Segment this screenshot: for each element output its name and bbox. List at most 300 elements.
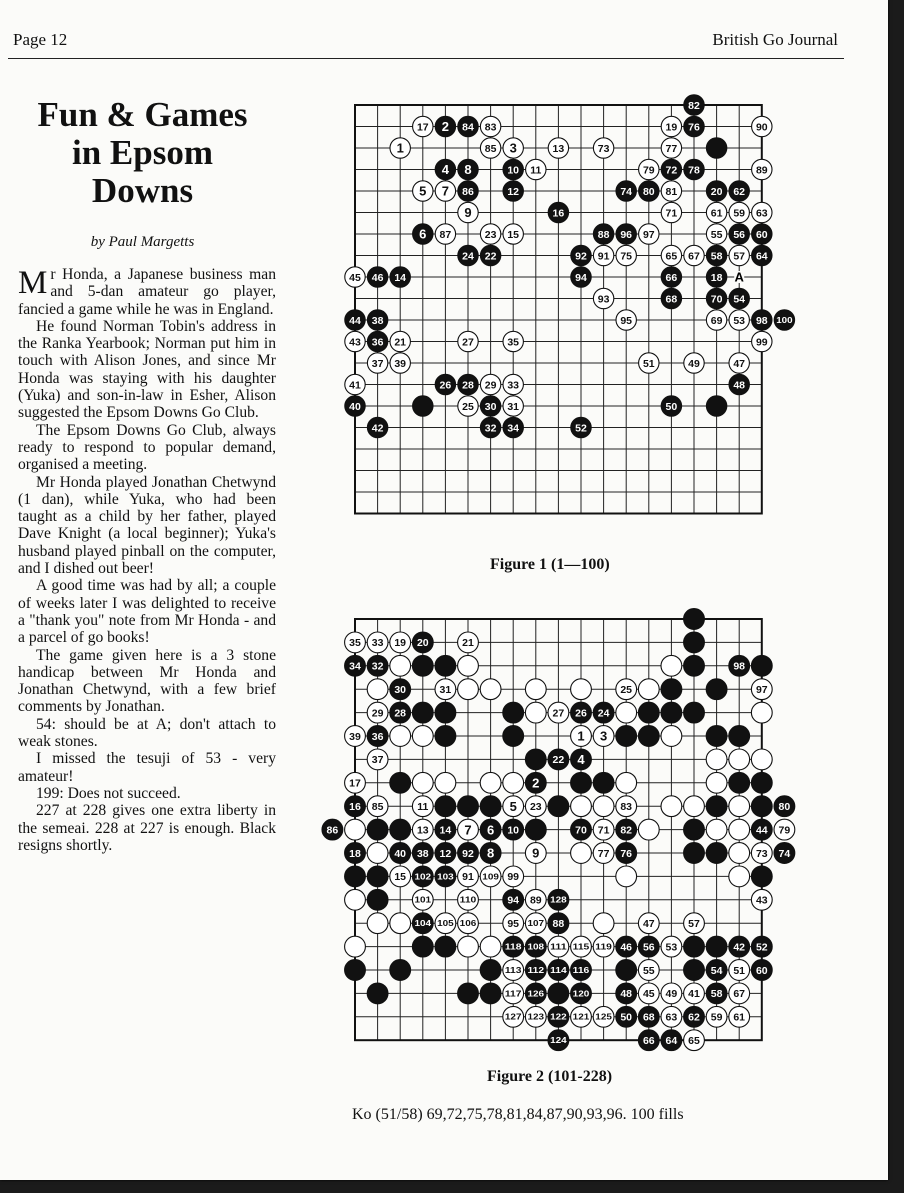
article-title bbox=[10, 96, 275, 210]
white-stone bbox=[593, 843, 614, 864]
white-stone bbox=[458, 632, 479, 653]
stone-number: 19 bbox=[394, 637, 407, 650]
stone-number: 31 bbox=[439, 683, 452, 696]
white-stone bbox=[480, 936, 501, 957]
white-stone bbox=[345, 819, 366, 840]
white-stone bbox=[367, 843, 388, 864]
black-stone bbox=[503, 702, 524, 723]
stone-number: 6 bbox=[419, 226, 427, 242]
stone-number: 118 bbox=[504, 942, 523, 952]
black-stone bbox=[752, 245, 772, 265]
black-stone bbox=[435, 116, 455, 136]
white-stone bbox=[435, 913, 456, 934]
stone-number: 31 bbox=[507, 400, 520, 413]
black-stone bbox=[729, 726, 750, 747]
black-stone bbox=[706, 267, 726, 287]
black-stone bbox=[480, 245, 500, 265]
stone-number: 65 bbox=[688, 1034, 700, 1047]
paragraph-1: Mr Honda, a Japanese business man and 5-dan amateur go player, fancied a game while he was in England. bbox=[18, 265, 276, 318]
stone-number: 79 bbox=[778, 824, 791, 837]
stone-number: 36 bbox=[371, 336, 384, 349]
stone-number: 21 bbox=[394, 336, 407, 349]
stone-number: 93 bbox=[597, 293, 610, 306]
white-stone bbox=[661, 138, 681, 158]
stone-number: 127 bbox=[504, 1012, 523, 1022]
black-stone bbox=[480, 843, 501, 864]
white-stone bbox=[661, 181, 681, 201]
stone-number: 117 bbox=[504, 989, 523, 999]
stone-number: 26 bbox=[439, 379, 452, 392]
stone-number: 97 bbox=[755, 683, 768, 696]
white-stone bbox=[751, 843, 772, 864]
stone-number: 67 bbox=[733, 988, 746, 1001]
stone-number: 56 bbox=[642, 941, 655, 954]
black-stone bbox=[345, 396, 365, 416]
article-body bbox=[18, 266, 276, 854]
white-stone bbox=[751, 749, 772, 770]
black-stone bbox=[548, 796, 569, 817]
black-stone bbox=[413, 224, 433, 244]
black-stone bbox=[412, 655, 433, 676]
black-stone bbox=[684, 95, 704, 115]
white-stone bbox=[390, 138, 410, 158]
white-stone bbox=[367, 632, 388, 653]
white-stone bbox=[661, 936, 682, 957]
stone-number: 60 bbox=[755, 228, 768, 241]
white-stone bbox=[548, 936, 569, 957]
stone-number: 33 bbox=[507, 379, 520, 392]
black-stone bbox=[751, 655, 772, 676]
white-stone bbox=[593, 1006, 614, 1027]
black-stone bbox=[729, 181, 749, 201]
white-stone bbox=[593, 726, 614, 747]
stone-number: 55 bbox=[642, 964, 655, 977]
stone-number: 53 bbox=[665, 941, 678, 954]
black-stone bbox=[684, 655, 705, 676]
black-stone bbox=[616, 726, 637, 747]
stone-number: 52 bbox=[755, 941, 768, 954]
white-stone bbox=[661, 983, 682, 1004]
white-stone bbox=[458, 202, 478, 222]
stone-number: 100 bbox=[776, 315, 794, 325]
stone-number: 76 bbox=[620, 847, 633, 860]
white-stone bbox=[774, 819, 795, 840]
white-stone bbox=[526, 159, 546, 179]
black-stone bbox=[751, 772, 772, 793]
stone-number: 101 bbox=[414, 895, 432, 905]
black-stone bbox=[729, 224, 749, 244]
white-stone bbox=[480, 116, 500, 136]
stone-number: 36 bbox=[371, 730, 384, 743]
black-stone bbox=[774, 843, 795, 864]
stone-number: 125 bbox=[595, 1012, 613, 1022]
white-stone bbox=[345, 726, 366, 747]
stone-number: 113 bbox=[504, 965, 523, 975]
black-stone bbox=[367, 417, 387, 437]
stone-number: 71 bbox=[665, 207, 678, 220]
black-stone bbox=[548, 960, 569, 981]
stone-number: 109 bbox=[482, 872, 500, 882]
stone-number: 110 bbox=[459, 895, 478, 905]
stone-number: 33 bbox=[371, 637, 384, 650]
black-stone bbox=[616, 181, 636, 201]
black-stone bbox=[390, 819, 411, 840]
stone-number: 5 bbox=[419, 183, 427, 199]
ko-note: Ko (51/58) 69,72,75,78,81,84,87,90,93,96. 100 fills bbox=[352, 1106, 684, 1123]
black-stone bbox=[548, 1006, 569, 1027]
board-mark-label: A bbox=[734, 269, 744, 285]
paragraph-4: Mr Honda played Jonathan Chetwynd (1 dan), while Yuka, who had been taught as a child by her father, played Dave Knight (a local beginner); Yuka's husband played pinball on the computer, and I dished out beer! bbox=[18, 473, 276, 578]
white-stone bbox=[593, 819, 614, 840]
stone-number: 119 bbox=[595, 942, 613, 952]
stone-number: 123 bbox=[527, 1012, 545, 1022]
black-stone bbox=[525, 819, 546, 840]
stone-number: 103 bbox=[437, 872, 455, 882]
black-stone bbox=[345, 655, 366, 676]
white-stone bbox=[367, 749, 388, 770]
stone-number: 3 bbox=[509, 140, 517, 156]
white-stone bbox=[638, 819, 659, 840]
stone-number: 49 bbox=[688, 357, 700, 370]
stone-number: 68 bbox=[665, 293, 678, 306]
stone-number: 78 bbox=[688, 164, 700, 177]
black-stone bbox=[367, 655, 388, 676]
white-stone bbox=[571, 796, 592, 817]
black-stone bbox=[367, 726, 388, 747]
stone-number: 7 bbox=[464, 822, 472, 838]
stone-number: 116 bbox=[572, 965, 591, 975]
stone-number: 61 bbox=[733, 1011, 746, 1024]
white-stone bbox=[525, 913, 546, 934]
stone-number: 9 bbox=[464, 205, 472, 221]
stone-number: 14 bbox=[394, 271, 407, 284]
stone-number: 65 bbox=[665, 250, 678, 263]
white-stone bbox=[458, 889, 479, 910]
white-stone bbox=[458, 679, 479, 700]
stone-number: 85 bbox=[484, 142, 497, 155]
black-stone bbox=[367, 819, 388, 840]
black-stone bbox=[571, 749, 592, 770]
black-stone bbox=[571, 702, 592, 723]
stone-number: 91 bbox=[597, 250, 610, 263]
stone-number: 44 bbox=[349, 314, 361, 327]
white-stone bbox=[706, 749, 727, 770]
white-stone bbox=[684, 353, 704, 373]
black-stone bbox=[503, 159, 523, 179]
stone-number: 59 bbox=[710, 1011, 723, 1024]
black-stone bbox=[752, 224, 772, 244]
black-stone bbox=[706, 936, 727, 957]
stone-number: 8 bbox=[486, 845, 495, 861]
stone-number: 15 bbox=[507, 228, 520, 241]
stone-number: 120 bbox=[572, 989, 590, 999]
white-stone bbox=[412, 796, 433, 817]
black-stone bbox=[548, 1030, 569, 1051]
white-stone bbox=[593, 936, 614, 957]
stone-number: 40 bbox=[394, 847, 407, 860]
stone-number: 6 bbox=[486, 822, 495, 838]
stone-number: 80 bbox=[778, 800, 791, 813]
stone-number: 72 bbox=[665, 164, 678, 177]
stone-number: 62 bbox=[688, 1011, 700, 1024]
white-stone bbox=[684, 1030, 705, 1051]
white-stone bbox=[661, 796, 682, 817]
journal-name: British Go Journal bbox=[712, 30, 838, 49]
stone-number: 63 bbox=[665, 1011, 678, 1024]
white-stone bbox=[367, 913, 388, 934]
black-stone bbox=[525, 936, 546, 957]
stone-number: 25 bbox=[462, 400, 474, 413]
stone-number: 58 bbox=[710, 988, 723, 1001]
stone-number: 95 bbox=[507, 917, 520, 930]
stone-number: 21 bbox=[462, 637, 474, 650]
white-stone bbox=[729, 749, 750, 770]
stone-number: 16 bbox=[349, 800, 361, 813]
white-stone bbox=[503, 1006, 524, 1027]
stone-number: 112 bbox=[527, 965, 545, 975]
white-stone bbox=[480, 866, 501, 887]
black-stone bbox=[412, 702, 433, 723]
white-stone bbox=[503, 138, 523, 158]
stone-number: 46 bbox=[620, 941, 633, 954]
black-stone bbox=[638, 936, 659, 957]
black-stone bbox=[571, 267, 591, 287]
black-stone bbox=[661, 267, 681, 287]
white-stone bbox=[729, 245, 749, 265]
stone-number: 39 bbox=[394, 357, 407, 370]
title-line-3: Downs bbox=[91, 171, 194, 210]
black-stone bbox=[412, 866, 433, 887]
stone-number: 13 bbox=[416, 824, 429, 837]
stone-number: 1 bbox=[577, 728, 585, 744]
stone-number: 29 bbox=[371, 707, 384, 720]
white-stone bbox=[593, 138, 613, 158]
black-stone bbox=[503, 889, 524, 910]
black-stone bbox=[684, 960, 705, 981]
black-stone bbox=[503, 417, 523, 437]
black-stone bbox=[435, 702, 456, 723]
white-stone bbox=[661, 202, 681, 222]
stone-number: 44 bbox=[755, 824, 768, 837]
black-stone bbox=[548, 913, 569, 934]
stone-number: 92 bbox=[575, 250, 587, 263]
stone-number: 4 bbox=[577, 752, 585, 768]
black-stone bbox=[729, 655, 750, 676]
stone-number: 94 bbox=[575, 271, 587, 284]
white-stone bbox=[480, 138, 500, 158]
white-stone bbox=[638, 679, 659, 700]
white-stone bbox=[503, 331, 523, 351]
black-stone bbox=[548, 983, 569, 1004]
white-stone bbox=[593, 913, 614, 934]
stone-number: 42 bbox=[733, 941, 746, 954]
stone-number: 43 bbox=[349, 336, 361, 349]
stone-number: 27 bbox=[552, 707, 565, 720]
black-stone bbox=[458, 796, 479, 817]
stone-number: 39 bbox=[349, 730, 361, 743]
figure-2-go-board bbox=[326, 620, 795, 1060]
stone-number: 102 bbox=[414, 872, 432, 882]
black-stone bbox=[548, 202, 568, 222]
white-stone bbox=[639, 224, 659, 244]
stone-number: 82 bbox=[620, 824, 633, 837]
white-stone bbox=[345, 331, 365, 351]
stone-number: 45 bbox=[349, 271, 361, 284]
white-stone bbox=[525, 796, 546, 817]
white-stone bbox=[639, 159, 659, 179]
stone-number: 11 bbox=[530, 164, 542, 177]
white-stone bbox=[412, 726, 433, 747]
paragraph-6: The game given here is a 3 stone handicap between Mr Honda and Jonathan Chetwynd, with a few brief comments by Jonathan. bbox=[18, 646, 276, 716]
black-stone bbox=[525, 772, 546, 793]
black-stone bbox=[413, 396, 433, 416]
white-stone bbox=[503, 866, 524, 887]
black-stone bbox=[729, 772, 750, 793]
white-stone bbox=[548, 138, 568, 158]
white-stone bbox=[458, 936, 479, 957]
black-stone bbox=[548, 889, 569, 910]
black-stone bbox=[616, 960, 637, 981]
stone-number: 58 bbox=[710, 250, 723, 263]
stone-number: 53 bbox=[733, 314, 746, 327]
white-stone bbox=[616, 702, 637, 723]
stone-number: 48 bbox=[733, 379, 746, 392]
black-stone bbox=[345, 843, 366, 864]
black-stone bbox=[571, 245, 591, 265]
black-stone bbox=[503, 181, 523, 201]
white-stone bbox=[503, 396, 523, 416]
white-stone bbox=[458, 913, 479, 934]
stone-number: 90 bbox=[755, 121, 768, 134]
stone-number: 29 bbox=[484, 379, 497, 392]
stone-number: 26 bbox=[575, 707, 587, 720]
black-stone bbox=[684, 609, 705, 630]
stone-number: 85 bbox=[371, 800, 384, 813]
white-stone bbox=[729, 843, 750, 864]
black-stone bbox=[706, 396, 726, 416]
black-stone bbox=[503, 936, 524, 957]
white-stone bbox=[390, 726, 411, 747]
white-stone bbox=[525, 889, 546, 910]
stone-number: 5 bbox=[509, 798, 517, 814]
black-stone bbox=[345, 310, 365, 330]
stone-number: 73 bbox=[755, 847, 768, 860]
white-stone bbox=[413, 181, 433, 201]
white-stone bbox=[345, 632, 366, 653]
stone-number: 22 bbox=[552, 754, 565, 767]
white-stone bbox=[390, 632, 411, 653]
stone-number: 115 bbox=[572, 942, 591, 952]
stone-number: 28 bbox=[462, 379, 474, 392]
stone-number: 17 bbox=[349, 777, 361, 790]
stone-number: 126 bbox=[527, 989, 545, 999]
black-stone bbox=[571, 983, 592, 1004]
white-stone bbox=[413, 116, 433, 136]
stone-number: 2 bbox=[532, 775, 540, 791]
stone-number: 82 bbox=[688, 99, 700, 112]
figure-1-caption: Figure 1 (1—100) bbox=[490, 556, 610, 573]
paragraph-3: The Epsom Downs Go Club, always ready to respond to popular demand, organised a meeting. bbox=[18, 421, 276, 474]
white-stone bbox=[616, 866, 637, 887]
black-stone bbox=[751, 796, 772, 817]
stone-number: 122 bbox=[550, 1012, 568, 1022]
stone-number: 18 bbox=[710, 271, 723, 284]
stone-number: 73 bbox=[597, 142, 610, 155]
black-stone bbox=[503, 819, 524, 840]
white-stone bbox=[458, 819, 479, 840]
white-stone bbox=[367, 353, 387, 373]
white-stone bbox=[435, 772, 456, 793]
paragraph-8: I missed the tesuji of 53 - very amateur! bbox=[18, 750, 276, 785]
stone-number: 27 bbox=[462, 336, 474, 349]
stone-number: 7 bbox=[441, 183, 450, 199]
black-stone bbox=[638, 702, 659, 723]
black-stone bbox=[638, 1006, 659, 1027]
stone-number: 64 bbox=[665, 1034, 678, 1047]
stone-number: 80 bbox=[642, 185, 655, 198]
stone-number: 66 bbox=[642, 1034, 655, 1047]
byline: by Paul Margetts bbox=[90, 234, 195, 250]
black-stone bbox=[548, 749, 569, 770]
white-stone bbox=[345, 936, 366, 957]
stone-number: 51 bbox=[642, 357, 655, 370]
stone-number: 50 bbox=[665, 400, 678, 413]
black-stone bbox=[480, 960, 501, 981]
white-stone bbox=[480, 679, 501, 700]
stone-number: 32 bbox=[484, 422, 497, 435]
stone-number: 74 bbox=[778, 847, 791, 860]
white-stone bbox=[729, 353, 749, 373]
black-stone bbox=[684, 843, 705, 864]
black-stone bbox=[751, 866, 772, 887]
black-stone bbox=[661, 288, 681, 308]
black-stone bbox=[322, 819, 343, 840]
stone-number: 114 bbox=[550, 965, 568, 975]
stone-number: 77 bbox=[597, 847, 610, 860]
black-stone bbox=[435, 866, 456, 887]
stone-number: 17 bbox=[416, 121, 429, 134]
black-stone bbox=[639, 181, 659, 201]
black-stone bbox=[435, 655, 456, 676]
white-stone bbox=[616, 679, 637, 700]
stone-number: 70 bbox=[710, 293, 723, 306]
stone-number: 86 bbox=[326, 824, 339, 837]
white-stone bbox=[458, 396, 478, 416]
black-stone bbox=[480, 819, 501, 840]
stone-number: 48 bbox=[620, 988, 633, 1001]
stone-number: 86 bbox=[462, 185, 474, 198]
black-stone bbox=[706, 288, 726, 308]
black-stone bbox=[571, 819, 592, 840]
stone-number: 92 bbox=[462, 847, 474, 860]
stone-number: 23 bbox=[529, 800, 542, 813]
black-stone bbox=[661, 679, 682, 700]
black-stone bbox=[684, 1006, 705, 1027]
white-stone bbox=[412, 772, 433, 793]
stone-number: 97 bbox=[642, 228, 655, 241]
black-stone bbox=[480, 796, 501, 817]
stone-number: 88 bbox=[552, 917, 565, 930]
stone-number: 37 bbox=[371, 754, 384, 767]
stone-number: 94 bbox=[507, 894, 520, 907]
stone-number: 2 bbox=[441, 119, 450, 135]
white-stone bbox=[525, 1006, 546, 1027]
stone-number: 70 bbox=[575, 824, 587, 837]
figure-1-go-board bbox=[345, 98, 795, 538]
white-stone bbox=[684, 913, 705, 934]
stone-number: 99 bbox=[755, 336, 768, 349]
stone-number: 95 bbox=[620, 314, 633, 327]
